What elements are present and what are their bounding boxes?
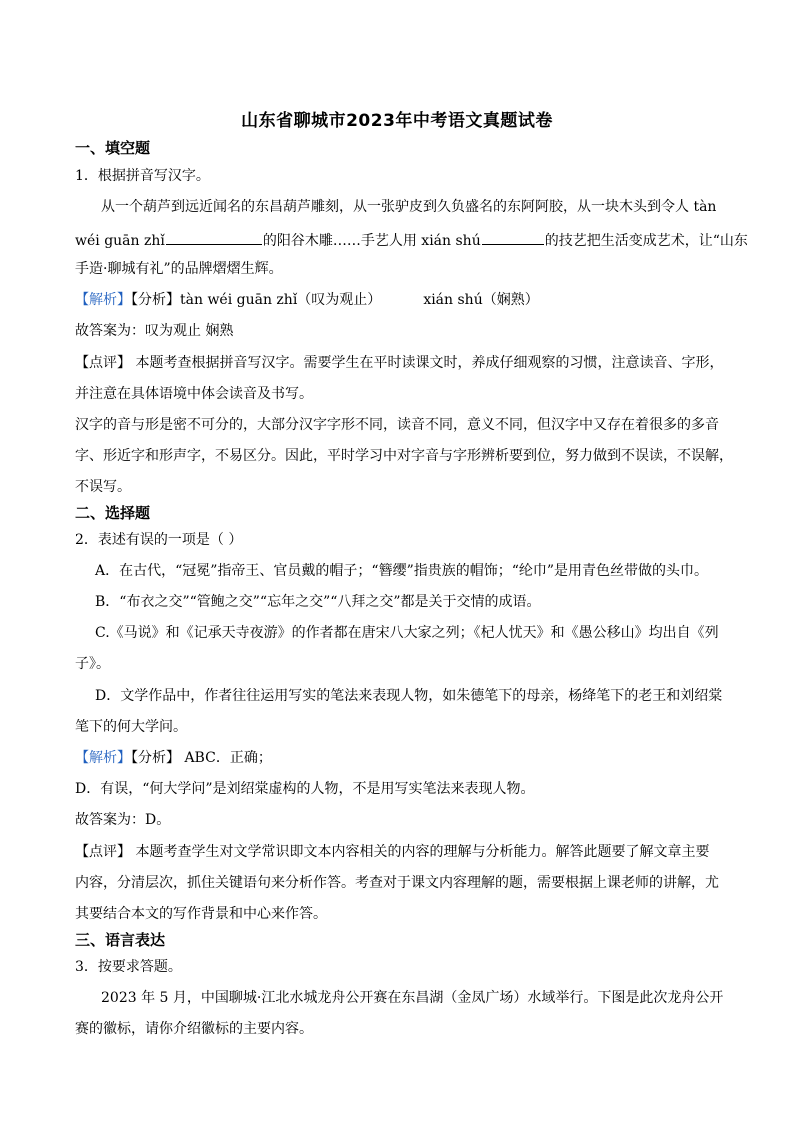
question-2-option-d-line-2: 笔下的何大学问。: [75, 719, 187, 735]
question-1-comment-line-2: 并注意在具体语境中体会读音及书写。: [75, 386, 313, 402]
question-2-comment-line-2: 内容，分清层次，抓住关键语句来分析作答。考查对于课文内容理解的题，需要根据上课老师的讲解，尤: [75, 875, 719, 891]
question-1-stem: 1．根据拼音写汉字。: [75, 168, 210, 184]
question-3-stem: 3．按要求答题。: [75, 959, 182, 975]
analysis-text: 【分析】tàn wéi guān zhǐ（叹为观止）: [131, 292, 382, 308]
question-2-analysis: [75, 748, 272, 768]
question-3-paragraph-line-2: 赛的徽标，请你介绍徽标的主要内容。: [75, 1021, 313, 1037]
question-2-analysis-line-2: D．有误，“何大学问”是刘绍棠虚构的人物，不是用写实笔法来表现人物。: [75, 781, 535, 797]
analysis-tag: 【解析】: [75, 750, 131, 766]
question-2-stem: 2．表述有误的一项是（ ）: [75, 532, 243, 548]
analysis-tag: 【解析】: [75, 292, 131, 308]
question-1-paragraph-line-3: 手造·聊城有礼”的品牌熠熠生辉。: [75, 261, 283, 277]
question-1-paragraph-line-1: 从一个葫芦到远近闻名的东昌葫芦雕刻，从一张驴皮到久负盛名的东阿阿胶，从一块木头到令人 tàn: [101, 199, 717, 215]
question-1-answer: 故答案为：叹为观止 娴熟: [75, 323, 234, 339]
paragraph-text-segment: 的阳谷木雕……手艺人用 xián shú: [262, 233, 481, 249]
question-1-comment-line-4: 字、形近字和形声字，不易区分。因此，平时学习中对字音与字形辨析要到位，努力做到不误读，不误解，: [75, 448, 733, 464]
question-1-comment-line-1: [75, 353, 723, 373]
question-1-analysis: [75, 290, 539, 310]
question-1-comment-line-5: 不误写。: [75, 479, 131, 495]
paragraph-text-segment: 的技艺把生活变成艺术，让“山东: [544, 233, 748, 249]
section-heading-fill-in: 一、填空题: [75, 139, 151, 157]
comment-text: 本题考查学生对文学常识即文本内容相关的内容的理解与分析能力。解答此题要了解文章主要: [131, 844, 710, 860]
section-heading-multiple-choice: 二、选择题: [75, 504, 151, 522]
question-3-paragraph-line-1: 2023 年 5 月，中国聊城·江北水城龙舟公开赛在东昌湖（金凤广场）水域举行。下图是此次龙舟公开: [101, 990, 724, 1006]
question-2-option-a: A．在古代，“冠冕”指帝王、官员戴的帽子；“簪缨”指贵族的帽饰；“纶巾”是用青色丝带做的头巾。: [95, 563, 709, 579]
question-2-option-c-line-2: 子》。: [75, 656, 110, 672]
section-heading-language-expression: 三、语言表达: [75, 931, 166, 949]
answer-blank-1[interactable]: [166, 228, 262, 245]
comment-text: 本题考查根据拼音写汉字。需要学生在平时读课文时，养成仔细观察的习惯，注意读音、字形，: [131, 355, 724, 371]
question-2-option-c-line-1: C.《马说》和《记承天寺夜游》的作者都在唐宋八大家之列；《杞人忧天》和《愚公移山》均出自《列: [95, 625, 719, 641]
comment-tag: 【点评】: [75, 844, 131, 860]
answer-blank-2[interactable]: [482, 228, 544, 245]
pinyin-tan-wei-guan-zhi: wéi guān zhǐ: [75, 233, 165, 249]
question-2-answer: 故答案为：D。: [75, 812, 171, 828]
analysis-text: 【分析】 ABC．正确；: [131, 750, 272, 766]
comment-tag: 【点评】: [75, 355, 131, 371]
question-1-comment-line-3: 汉字的音与形是密不可分的，大部分汉字字形不同，读音不同，意义不同，但汉字中又存在着很多的多音: [75, 417, 719, 433]
question-1-paragraph-line-2: [75, 228, 748, 251]
question-2-option-d-line-1: D．文学作品中，作者往往运用写实的笔法来表现人物，如朱德笔下的母亲，杨绛笔下的老王和刘绍棠: [95, 688, 723, 704]
question-2-comment-line-3: 其要结合本文的写作背景和中心来作答。: [75, 906, 327, 922]
page-title: 山东省聊城市2023年中考语文真题试卷: [241, 111, 553, 131]
question-2-option-b: B．“布衣之交”“管鲍之交”“忘年之交”“八拜之交”都是关于交情的成语。: [95, 594, 541, 610]
analysis-text: xián shú（娴熟）: [423, 292, 539, 308]
question-2-comment-line-1: [75, 842, 709, 862]
